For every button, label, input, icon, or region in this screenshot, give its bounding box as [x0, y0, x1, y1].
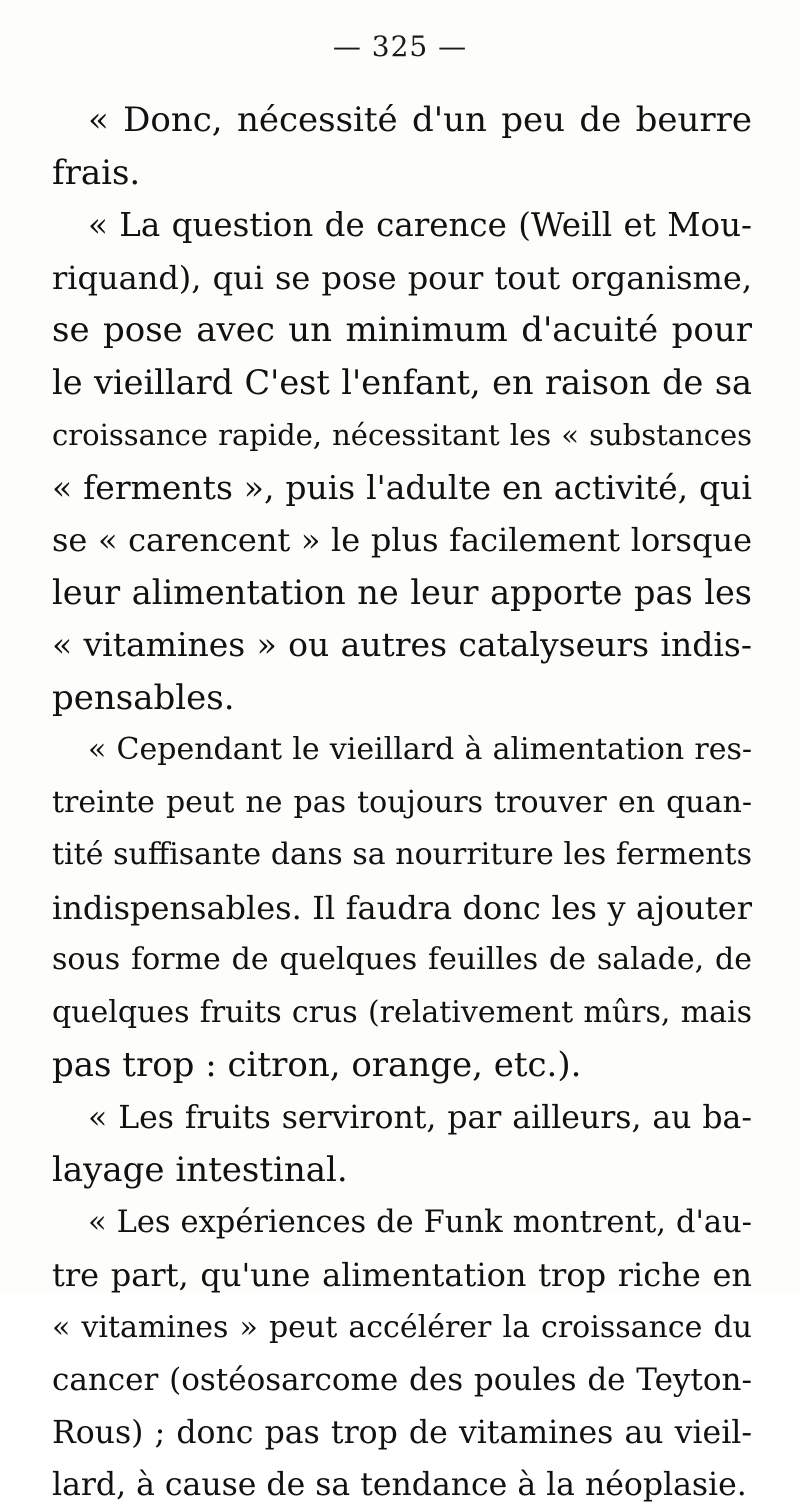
text-line: « Les fruits serviront, par ailleurs, au ba-	[88, 1099, 752, 1136]
text-line: se pose avec un minimum d'acuité pour	[52, 310, 752, 350]
text-line: croissance rapide, nécessitant les « substances	[52, 418, 752, 452]
text-line: sous forme de quelques feuilles de salade, de	[52, 942, 752, 977]
body-text	[52, 94, 752, 1512]
text-line: quelques fruits crus (relativement mûrs, mais	[52, 994, 752, 1030]
text-line: pas trop : citron, orange, etc.).	[52, 1045, 582, 1085]
text-line: riquand), qui se pose pour tout organisme,	[52, 258, 752, 297]
text-line: « Cependant le vieillard à alimentation res-	[88, 732, 752, 767]
text-line: le vieillard C'est l'enfant, en raison de sa	[52, 362, 752, 402]
text-line: « Les expériences de Funk montrent, d'au-	[88, 1204, 752, 1240]
text-line: « La question de carence (Weill et Mou-	[88, 206, 752, 244]
text-line: « ferments », puis l'adulte en activité, qui	[52, 467, 752, 507]
text-line: indispensables. Il faudra donc les y ajouter	[52, 888, 752, 927]
text-line: « vitamines » peut accélérer la croissance du	[52, 1309, 752, 1345]
text-line: layage intestinal.	[52, 1150, 348, 1190]
text-line: tité suffisante dans sa nourriture les ferments	[52, 837, 752, 872]
text-line: lard, à cause de sa tendance à la néoplasie.	[52, 1467, 747, 1503]
text-line: frais.	[52, 152, 141, 193]
page-number: — 325 —	[332, 30, 468, 63]
text-line: leur alimentation ne leur apporte pas les	[52, 572, 752, 612]
text-line: « vitamines » ou autres catalyseurs indis-	[52, 625, 752, 664]
text-line: pensables.	[52, 677, 235, 718]
text-line: treinte peut ne pas toujours trouver en quan-	[52, 784, 752, 820]
text-line: tre part, qu'une alimentation trop riche en	[52, 1256, 752, 1294]
text-line: cancer (ostéosarcome des poules de Teyton-	[52, 1362, 752, 1398]
text-line: se « carencent » le plus facilement lorsque	[52, 521, 752, 559]
text-line: « Donc, nécessité d'un peu de beurre	[88, 100, 752, 140]
text-line: Rous) ; donc pas trop de vitamines au vieil-	[52, 1414, 752, 1451]
